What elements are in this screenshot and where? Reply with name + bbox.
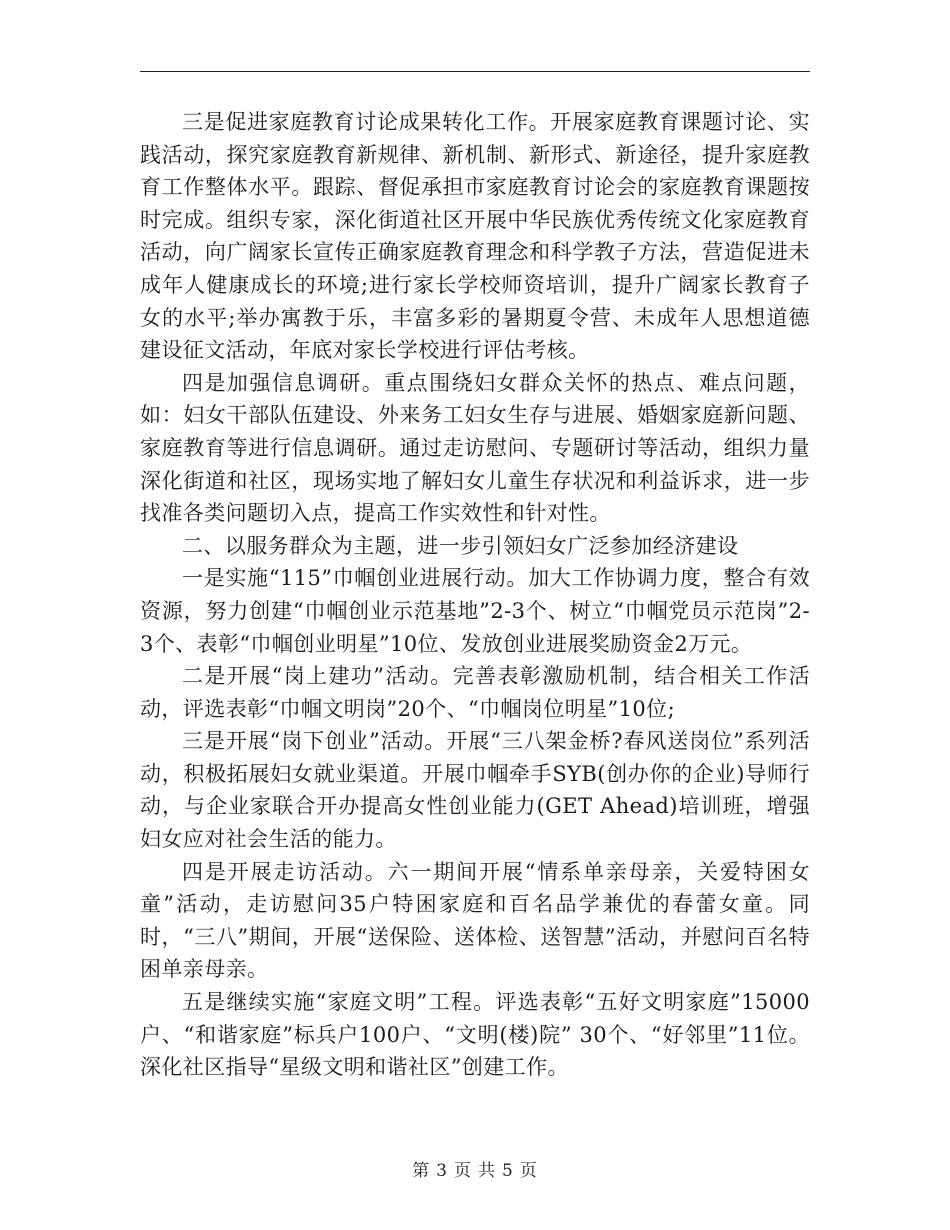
paragraph-family-civilization: 五是继续实施“家庭文明”工程。评选表彰“五好文明家庭”15000户、“和谐家庭”标兵户100户、“文明(楼)院” 30个、“好邻里”11位。深化社区指导“星级文明和谐社区”创建工作。	[140, 990, 810, 1080]
paragraph-visit-activities: 四是开展走访活动。六一期间开展“情系单亲母亲，关爱特困女童”活动，走访慰问35户特困家庭和百名品学兼优的春蕾女童。同时，“三八”期间，开展“送保险、送体检、送智慧”活动，并慰问百名特困单亲母亲。	[140, 859, 810, 982]
footer-page-number: 3	[436, 1161, 448, 1181]
footer-total-pages: 5	[502, 1161, 514, 1181]
paragraph-115-action: 一是实施“115”巾帼创业进展行动。加大工作协调力度，整合有效资源，努力创建“巾帼创业示范基地”2-3个、树立“巾帼党员示范岗”2-3个、表彰“巾帼创业明星”10位、发放创业进展奖励资金2万元。	[140, 566, 810, 656]
paragraph-off-duty-entrepreneurship: 三是开展“岗下创业”活动。开展“三八架金桥?春风送岗位”系列活动，积极拓展妇女就业渠道。开展巾帼牵手SYB(创办你的企业)导师行动，与企业家联合开办提高女性创业能力(GET Ahead)培训班，增强妇女应对社会生活的能力。	[140, 729, 810, 852]
footer-prefix: 第	[412, 1161, 431, 1181]
paragraph-information-research: 四是加强信息调研。重点围绕妇女群众关怀的热点、难点问题，如：妇女干部队伍建设、外来务工妇女生存与进展、婚姻家庭新问题、家庭教育等进行信息调研。通过走访慰问、专题研讨等活动，组织力量深化街道和社区，现场实地了解妇女儿童生存状况和利益诉求，进一步找准各类问题切入点，提高工作实效性和针对性。	[140, 370, 810, 526]
footer-suffix: 页	[519, 1161, 538, 1181]
paragraph-family-education-research: 三是促进家庭教育讨论成果转化工作。开展家庭教育课题讨论、实践活动，探究家庭教育新规律、新机制、新形式、新途径，提升家庭教育工作整体水平。跟踪、督促承担市家庭教育讨论会的家庭教育课题按时完成。组织专家，深化街道社区开展中华民族优秀传统文化家庭教育活动，向广阔家长宣传正确家庭教育理念和科学教子方法，营造促进未成年人健康成长的环境;进行家长学校师资培训，提升广阔家长教育子女的水平;举办寓教于乐，丰富多彩的暑期夏令营、未成年人思想道德建设征文活动，年底对家长学校进行评估考核。	[140, 110, 810, 363]
section-heading-economic-construction: 二、以服务群众为主题，进一步引领妇女广泛参加经济建设	[182, 533, 739, 558]
page-footer	[0, 1156, 950, 1181]
footer-total-word: 共	[478, 1161, 496, 1181]
header-rule	[140, 71, 810, 72]
paragraph-on-duty-merit: 二是开展“岗上建功”活动。完善表彰激励机制，结合相关工作活动，评选表彰“巾帼文明岗”20个、“巾帼岗位明星”10位;	[140, 664, 810, 721]
footer-page-word: 页	[454, 1161, 472, 1181]
document-body	[140, 106, 810, 1084]
